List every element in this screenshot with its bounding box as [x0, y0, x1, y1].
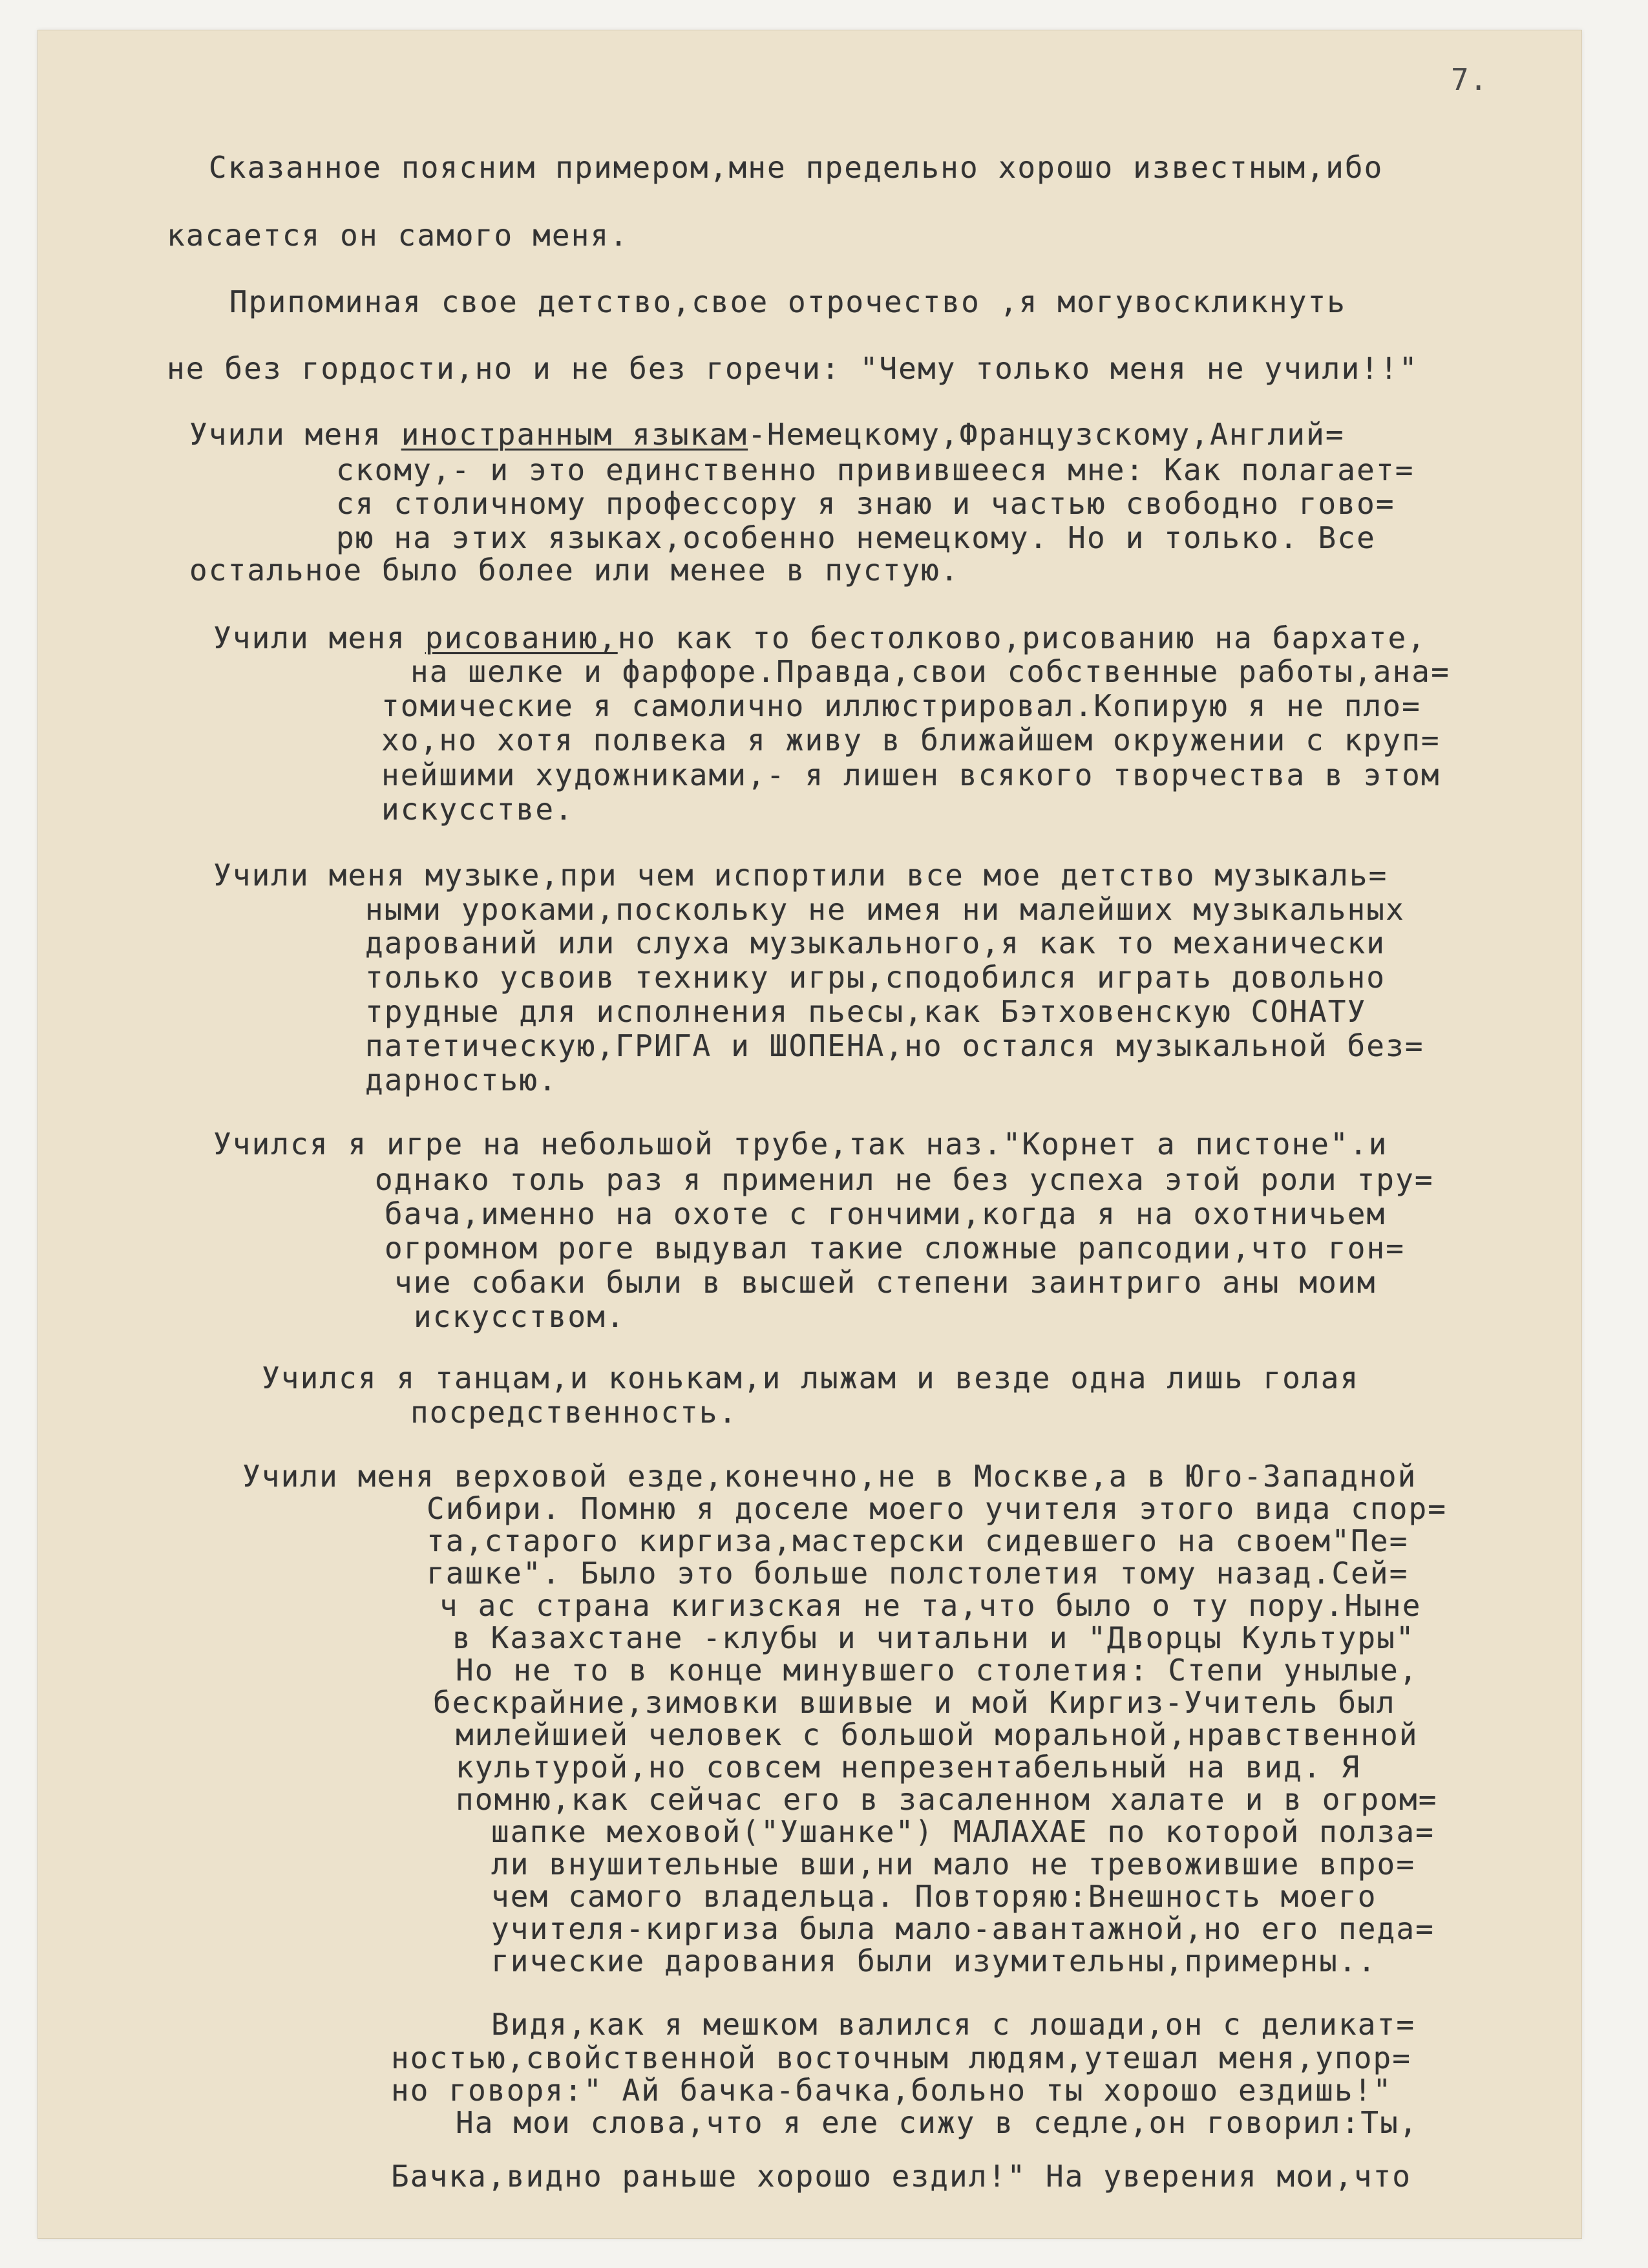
text-line: культурой,но совсем непрезентабельный на вид. Я — [456, 1750, 1361, 1785]
text-line: Бачка,видно раньше хорошо ездил!" На уверения мои,что — [391, 2159, 1412, 2194]
text-line: патетическую,ГРИГА и ШОПЕНА,но остался музыкальной без= — [365, 1028, 1424, 1063]
text-line: Учился я игре на небольшой трубе,так наз."Корнет а пистоне".и — [213, 1127, 1388, 1161]
underlined-phrase: рисованию, — [425, 620, 618, 655]
text-line: касается он самого меня. — [167, 218, 629, 253]
text-line: посредственность. — [410, 1395, 738, 1430]
text-line: Сказанное поясним примером,мне предельно хорошо известным,ибо — [209, 150, 1384, 185]
text-line: учителя-киргиза была мало-авантажной,но его педа= — [491, 1911, 1435, 1946]
text-line: ли внушительные вши,ни мало не тревожившие впро= — [491, 1847, 1416, 1881]
underlined-phrase: иностранным языкам — [401, 417, 748, 452]
text-line: Сибири. Помню я доселе моего учителя этого вида спор= — [427, 1491, 1448, 1526]
text-line: в Казахстане -клубы и читальни и "Дворцы Культуры" — [452, 1620, 1415, 1655]
text-line: ся столичному профессору я знаю и частью свободно гово= — [336, 486, 1395, 521]
text-line: но говоря:" Ай бачка-бачка,больно ты хорошо ездишь!" — [391, 2073, 1393, 2108]
text-line: ными уроками,поскольку не имея ни малейших музыкальных — [365, 892, 1405, 927]
text-line: огромном роге выдувал такие сложные рапсодии,что гон= — [385, 1231, 1406, 1266]
text-line: томические я самолично иллюстрировал.Копирую я не пло= — [381, 688, 1421, 723]
text-line: бескрайние,зимовки вшивые и мой Киргиз-Учитель был — [433, 1685, 1396, 1720]
text-line: гические дарования были изумительны,примерны.. — [491, 1944, 1377, 1978]
text-line: бача,именно на охоте с гончими,когда я на охотничьем — [385, 1196, 1386, 1231]
text-line: только усвоив технику игры,сподобился играть довольно — [365, 960, 1386, 995]
text-line: милейшией человек с большой моральной,нравственной — [456, 1717, 1419, 1752]
text-line: Учили меня рисованию,но как то бестолково,рисованию на бархате, — [213, 620, 1427, 655]
text-line: ностью,свойственной восточным людям,утешал меня,упор= — [391, 2040, 1412, 2075]
text-line: искусством. — [414, 1299, 626, 1334]
text-line: Учился я танцам,и конькам,и лыжам и везде одна лишь голая — [262, 1361, 1360, 1395]
text-line: скому,- и это единственно привившееся мне: Как полагает= — [336, 452, 1415, 487]
text-line: помню,как сейчас его в засаленном халате и в огром= — [456, 1782, 1438, 1817]
page-number: 7. — [1451, 62, 1488, 97]
text-line: нейшими художниками,- я лишен всякого творчества в этом — [381, 758, 1441, 792]
text-line: на шелке и фарфоре.Правда,свои собственные работы,ана= — [410, 654, 1450, 689]
text-line: Учили меня верховой езде,конечно,не в Москве,а в Юго-Западной — [242, 1459, 1417, 1494]
text-line: однако толь раз я применил не без успеха этой роли тру= — [375, 1162, 1434, 1197]
text-line: рю на этих языках,особенно немецкому. Но и только. Все — [336, 520, 1376, 555]
text-line: чие собаки были в высшей степени заинтриго аны моим — [394, 1265, 1377, 1300]
text-line: дарностью. — [365, 1063, 558, 1097]
text-line: Но не то в конце минувшего столетия: Степи унылые, — [456, 1653, 1419, 1688]
text-line: дарований или слуха музыкального,я как то механически — [365, 926, 1386, 960]
text-line: остальное было более или менее в пустую. — [189, 553, 960, 588]
text-line: Видя,как я мешком валился с лошади,он с деликат= — [491, 2007, 1416, 2042]
text-line: хо,но хотя полвека я живу в ближайшем окружении с круп= — [381, 723, 1441, 758]
text-line: та,старого киргиза,мастерски сидевшего на своем"Пе= — [427, 1523, 1409, 1558]
text-line: Учили меня музыке,при чем испортили все мое детство музыкаль= — [213, 858, 1388, 893]
text-line: На мои слова,что я еле сижу в седле,он говорил:Ты, — [456, 2105, 1419, 2140]
text-line: Припоминая свое детство,свое отрочество ,я могувоскликнуть — [229, 284, 1347, 319]
text-line: гашке". Было это больше полстолетия тому назад.Сей= — [427, 1556, 1409, 1591]
text-line: не без гордости,но и не без горечи: "Чему только меня не учили!!" — [167, 351, 1419, 386]
text-line: шапке меховой("Ушанке") МАЛАХАЕ по которой полза= — [491, 1814, 1435, 1849]
text-line: чем самого владельца. Повторяю:Внешность моего — [491, 1879, 1377, 1914]
text-line: ч ас страна кигизская не та,что было о ту пору.Ныне — [439, 1588, 1422, 1623]
text-line: искусстве. — [381, 792, 574, 827]
text-line: Учили меня иностранным языкам-Немецкому,Французскому,Англий= — [189, 417, 1345, 452]
text-line: трудные для исполнения пьесы,как Бэтховенскую СОНАТУ — [365, 994, 1367, 1029]
